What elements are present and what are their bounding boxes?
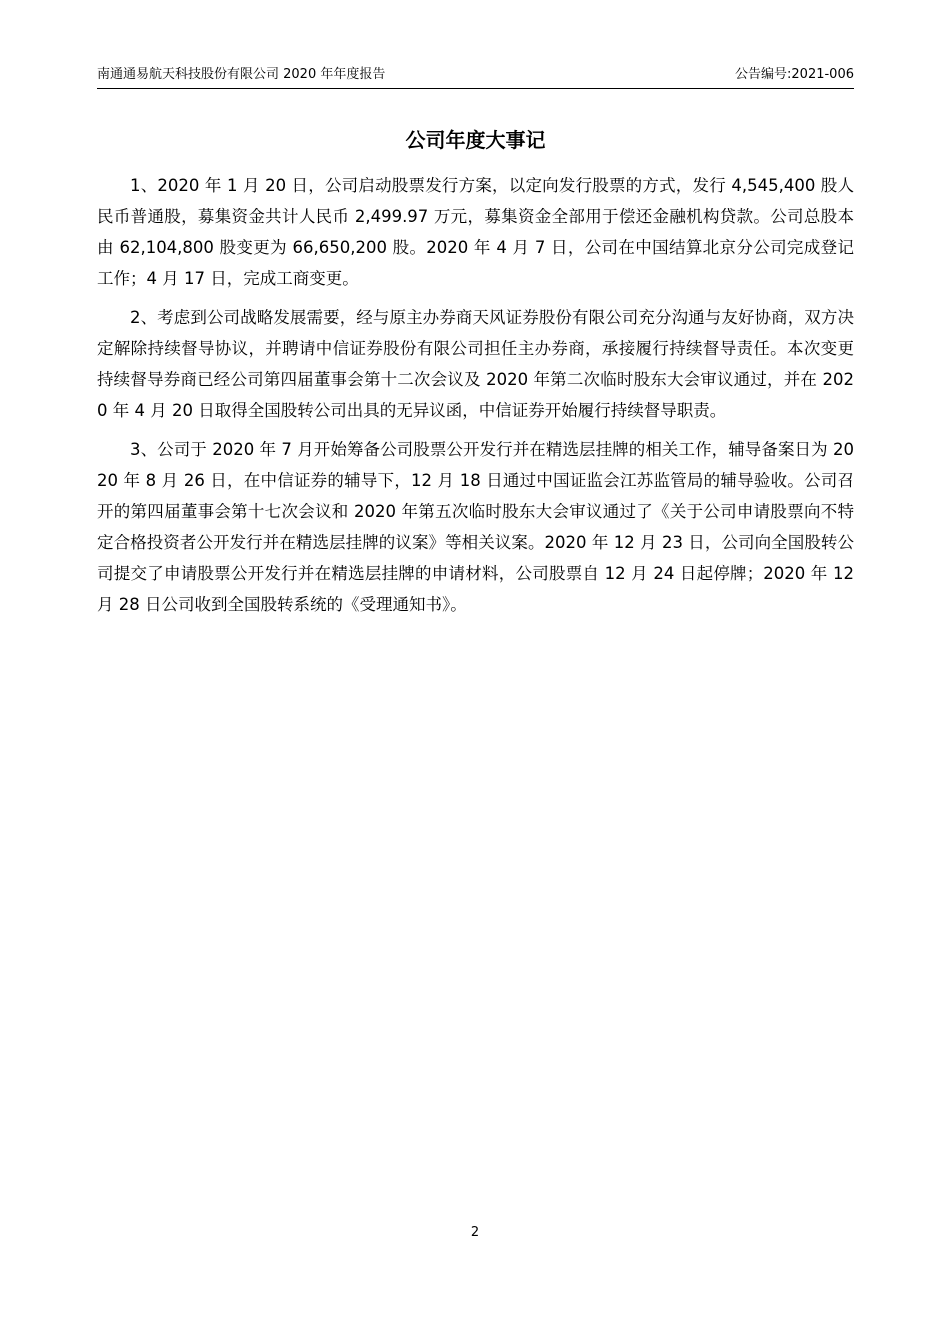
event-paragraph-1: 1、2020 年 1 月 20 日，公司启动股票发行方案，以定向发行股票的方式，发行 4,545,400 股人民币普通股，募集资金共计人民币 2,499.97 万元，募集资金全部用于偿还金融机构贷款。公司总股本由 62,104,800 股变更为 66,650,200 股。2020 年 4 月 7 日，公司在中国结算北京分公司完成登记工作；4 月 17 日，完成工商变更。 <box>97 176 854 288</box>
event-paragraph-2: 2、考虑到公司战略发展需要，经与原主办券商天风证券股份有限公司充分沟通与友好协商，双方决定解除持续督导协议，并聘请中信证券股份有限公司担任主办券商，承接履行持续督导责任。本次变更持续督导券商已经公司第四届董事会第十二次会议及 2020 年第二次临时股东大会审议通过，并在 2020 年 4 月 20 日取得全国股转公司出具的无异议函，中信证券开始履行持续督导职责。 <box>97 308 854 420</box>
page-title: 公司年度大事记 <box>405 128 546 152</box>
page-number: 2 <box>470 1225 480 1240</box>
page-header <box>97 66 854 89</box>
events-body <box>97 170 854 628</box>
header-announcement-number: 公告编号:2021-006 <box>735 67 854 82</box>
header-company-report: 南通通易航天科技股份有限公司 2020 年年度报告 <box>97 67 386 82</box>
event-paragraph-3: 3、公司于 2020 年 7 月开始筹备公司股票公开发行并在精选层挂牌的相关工作，辅导备案日为 2020 年 8 月 26 日，在中信证券的辅导下，12 月 18 日通过中国证监会江苏监管局的辅导验收。公司召开的第四届董事会第十七次会议和 2020 年第五次临时股东大会审议通过了《关于公司申请股票向不特定合格投资者公开发行并在精选层挂牌的议案》等相关议案。2020 年 12 月 23 日，公司向全国股转公司提交了申请股票公开发行并在精选层挂牌的申请材料，公司股票自 12 月 24 日起停牌；2020 年 12 月 28 日公司收到全国股转系统的《受理通知书》。 <box>97 440 854 614</box>
